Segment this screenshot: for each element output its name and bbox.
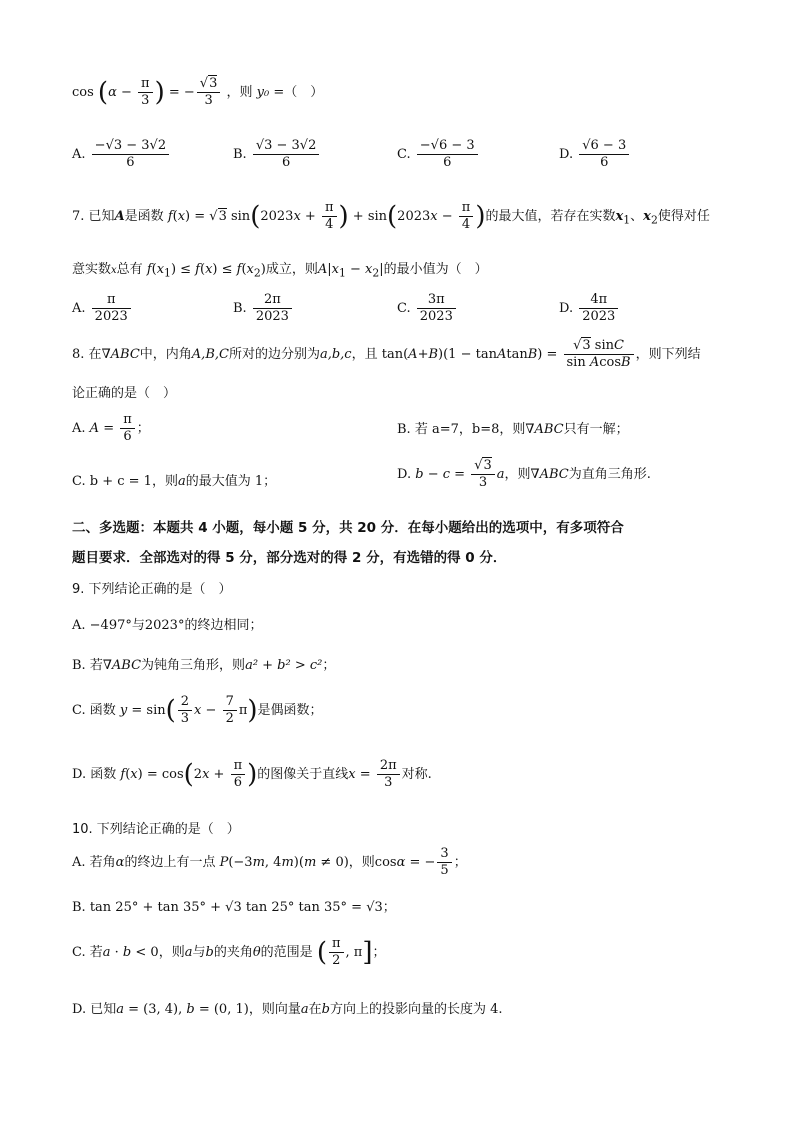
q8-option-c: C. b + c = 1，则a的最大值为 1；: [72, 474, 277, 489]
q8-stem-line1: 8. 在∇ABC中，内角A,B,C所对的边分别为a,b,c，且 tan(A+B)(1 − tanAtanB) = $\frac{√3 \sin C}{\text{sin AcosB}}$ ，则下列结: [72, 338, 701, 370]
q9-option-d: D. 函数 f(x) = cos(2x + $\frac{\pi}{6}$ )的图像关于直线x = $\frac{2\pi}{3}$ 对称.: [72, 758, 432, 790]
q7-option-d: D. $\frac{4\pi}{2023}$: [559, 292, 620, 325]
q6-option-d: D. $\frac{√6 - 3}{6}$: [559, 138, 631, 171]
q10-option-a: A. 若角α的终边上有一点 P(−3m, 4m)(m ≠ 0)，则cosα = − $\frac{3}{5}$ ；: [72, 846, 467, 878]
q6-y0: y₀: [256, 85, 270, 100]
q7-option-c: C. $\frac{3\pi}{2023}$: [397, 292, 458, 325]
q6-option-a: A. $\frac{-√3 - 3√2}{6}$: [72, 138, 171, 171]
q10-option-b: B. tan 25° + tan 35° + √3 tan 25° tan 35° = √3；: [72, 900, 396, 915]
q9-option-a: A. −497°与2023°的终边相同；: [72, 618, 263, 633]
q10-option-d: D. 已知a = (3, 4), b = (0, 1)，则向量a在b方向上的投影向量的长度为 4.: [72, 1002, 503, 1017]
q7-stem-line1: 7. 已知A是函数 f(x) = √3 sin(2023x + $\frac{\pi}{4}$ ) + sin(2023x − $\frac{\pi}{4}$ )的最大值，若存在实数$x_1$、$x_2$使得对任: [72, 200, 710, 232]
q9-option-c: C. 函数 y = sin( $\frac{2}{3}$ x − $\frac{7}{2}$ π)是偶函数；: [72, 694, 323, 726]
q9-option-b: B. 若∇ABC为钝角三角形，则a² + b² > c²；: [72, 658, 336, 673]
q7-stem-line2: 意实数x总有 $f(x_1) \le f(x) \le f(x_2)$成立，则$A|x_1 - x_2|$的最小值为（ ）: [72, 262, 488, 280]
q8-option-d: D. b − c = $\frac{√3}{3}$ a，则∇ABC为直角三角形.: [397, 458, 651, 490]
section-2-heading-line1: 二、多选题：本题共 4 小题，每小题 5 分，共 20 分．在每小题给出的选项中，有多项符合: [72, 520, 624, 536]
q6-stem-tail: cos (α − $\frac{\pi}{3}$ ) = − $\frac{√3}{3}$ ，则 y₀ =（ ）: [72, 76, 324, 108]
q8-option-b: B. 若 a=7，b=8，则∇ABC只有一解；: [397, 422, 629, 437]
q8-stem-line2: 论正确的是（ ）: [72, 386, 177, 401]
q7-option-b: B. $\frac{2\pi}{2023}$: [233, 292, 294, 325]
section-2-heading-line2: 题目要求．全部选对的得 5 分，部分选对的得 2 分，有选错的得 0 分．: [72, 550, 507, 566]
q9-stem: 9. 下列结论正确的是（ ）: [72, 582, 232, 597]
q7-option-a: A. $\frac{\pi}{2023}$: [72, 292, 133, 325]
q10-stem: 10. 下列结论正确的是（ ）: [72, 822, 240, 837]
q10-option-c: C. 若a · b < 0，则a与b的夹角θ的范围是 ( $\frac{\pi}{2}$ , π]；: [72, 936, 386, 968]
q6-option-c: C. $\frac{-√6 - 3}{6}$: [397, 138, 480, 171]
q6-text: ，则: [226, 85, 253, 100]
q6-paren: =（ ）: [273, 85, 324, 100]
q6-cos: cos: [72, 85, 94, 100]
q8-option-a: A. A = $\frac{\pi}{6}$ ；: [72, 412, 150, 444]
q6-option-b: B. $\frac{√3 - 3√2}{6}$: [233, 138, 321, 171]
